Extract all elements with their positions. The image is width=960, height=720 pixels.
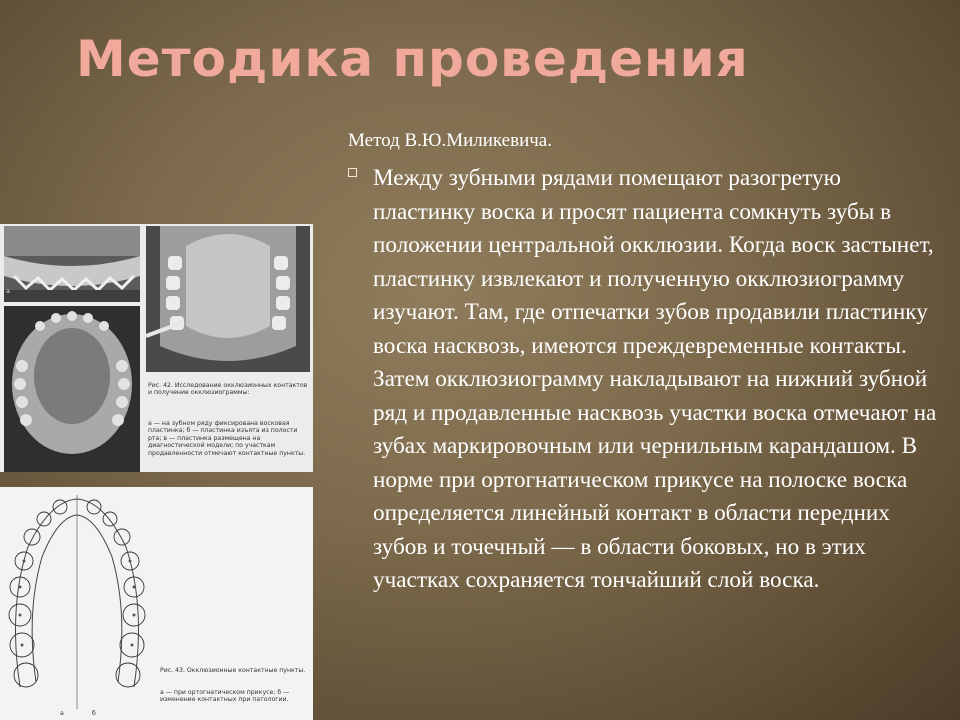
figure-43-caption-body: а — при ортогнатическом прикусе; б — изменение контактных при патологии. bbox=[160, 689, 290, 704]
slide-title: Методика проведения bbox=[76, 30, 749, 88]
bullet-text: Между зубными рядами помещают разогретую пластинку воска и просят пациента сомкнуть зубы в положении центральной окклюзии. Когда воск застынет, пластинку извлекают и полученную окклюзиограмму изучают. Там, где отпечатки зубов продавили пластинку воска насквозь, имеются преждевременные контакты. Затем окклюзиограмму накладывают на нижний зубной ряд и продавленные насквозь участки воска отмечают на зубах маркировочным или чернильным карандашом. В норме при ортогнатическом прикусе на полоске воска определяется линейный контакт в области передних зубов и точечный — в области боковых, но в этих участках сохраняется тончайший слой воска. bbox=[373, 165, 937, 593]
figure-label-a: а bbox=[6, 288, 10, 295]
figure-occlusal-contacts bbox=[0, 487, 313, 720]
method-subtitle: Метод В.Ю.Миликевича. bbox=[348, 130, 552, 151]
dental-arch-drawing bbox=[0, 487, 150, 720]
figure-43-caption-title: Рис. 43. Окклюзионные контактные пункты. bbox=[160, 667, 306, 674]
figure-43-label-a: а bbox=[60, 710, 64, 717]
figure-42-caption-title: Рис. 42. Исследование окклюзионных контактов и получение окклюзиограммы: bbox=[148, 382, 308, 397]
figure-42-caption-body: а — на зубном ряду фиксирована восковая пластинка; б — пластинка изъята из полости рта; в — пластинка размещена на диагностической модели; по участкам продавленности отмечают контактные пункты. bbox=[148, 420, 306, 457]
photo-wax-plate bbox=[4, 306, 140, 472]
photo-wax-on-teeth bbox=[4, 226, 140, 302]
figure-occlusiogram-photos bbox=[0, 224, 313, 472]
bullet-item bbox=[348, 162, 948, 598]
figure-43-label-b: б bbox=[92, 710, 96, 717]
bullet-square-icon bbox=[348, 168, 357, 177]
photo-diagnostic-model bbox=[146, 226, 310, 372]
